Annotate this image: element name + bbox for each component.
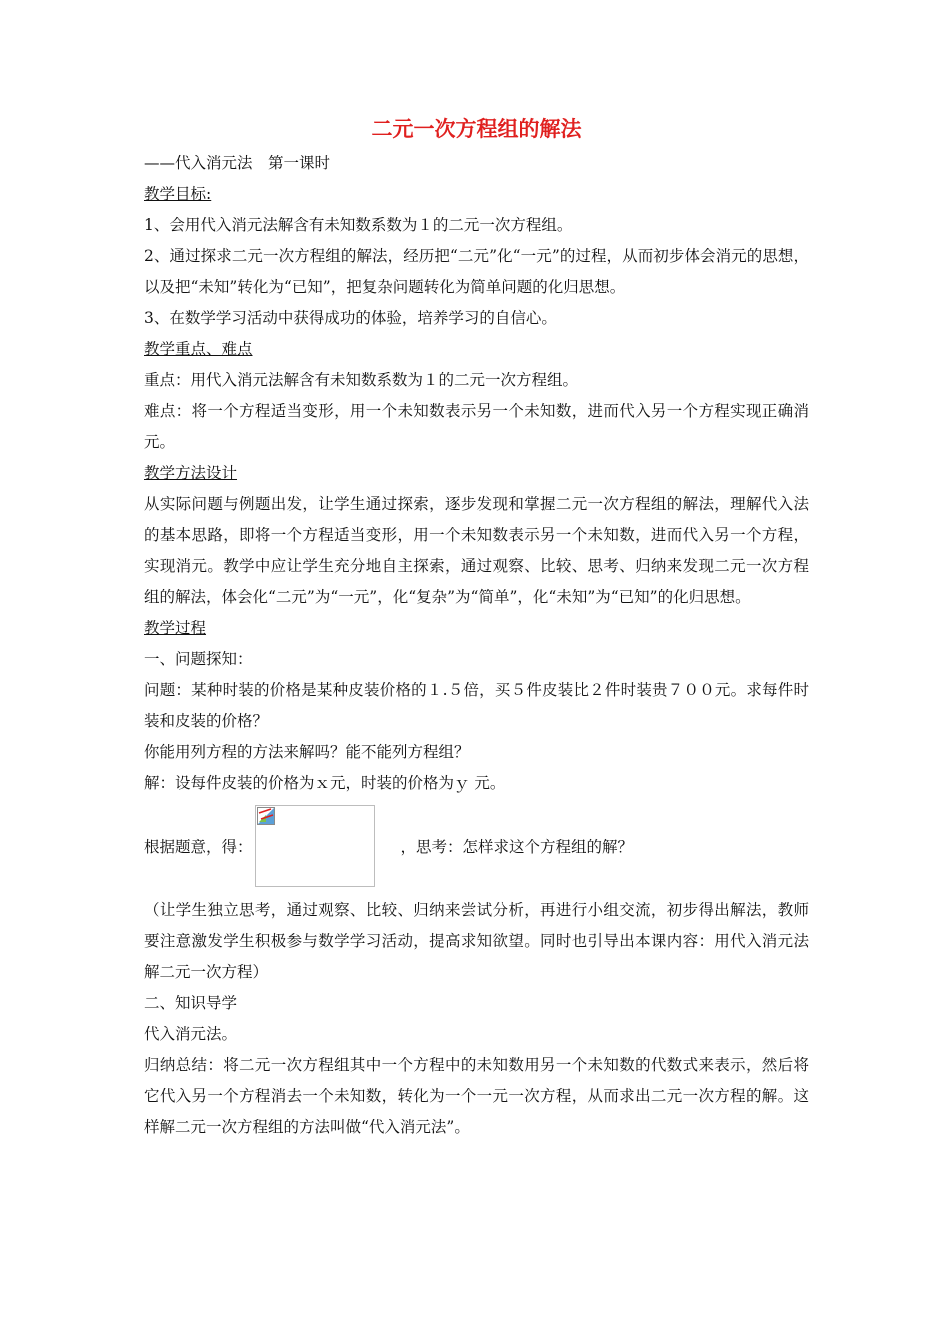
section-heading-1: 一、问题探知： xyxy=(144,650,253,668)
problem-text: 问题：某种时装的价格是某种皮装价格的１.５倍，买５件皮装比２件时装贵７００元。求每件时装和皮装的价格？ xyxy=(144,681,809,730)
method-name: 代入消元法。 xyxy=(144,1025,238,1043)
method-text: 从实际问题与例题出发，让学生通过探索，逐步发现和掌握二元一次方程组的解法，理解代入法的基本思路，即将一个方程适当变形，用一个未知数表示另一个未知数，进而代入另一个方程，实现消元。教学中应让学生充分地自主探索，通过观察、比较、思考、归纳来发现二元一次方程组的解法，体会化“二元”为“一元”，化“复杂”为“简单”，化“未知”为“已知”的化归思想。 xyxy=(144,495,809,606)
broken-image-icon xyxy=(257,807,275,825)
keypoints-heading: 教学重点、难点 xyxy=(144,340,253,358)
equation-followup: ，思考：怎样求这个方程组的解？ xyxy=(400,838,634,856)
method-heading: 教学方法设计 xyxy=(144,464,238,482)
goals-heading: 教学目标: xyxy=(144,185,212,203)
document-body xyxy=(144,112,809,1143)
teacher-note: （让学生独立思考，通过观察、比较、归纳来尝试分析，再进行小组交流，初步得出解法，教师要注意激发学生积极参与数学学习活动，提高求知欲望。同时也引导出本课内容：用代入消元法解二元一次方程） xyxy=(144,901,809,981)
summary-text: 归纳总结：将二元一次方程组其中一个方程中的未知数用另一个未知数的代数式来表示，然后将它代入另一个方程消去一个未知数，转化为一个一元一次方程，从而求出二元一次方程的解。这样解二元一次方程组的方法叫做“代入消元法”。 xyxy=(144,1056,809,1136)
process-heading: 教学过程 xyxy=(144,619,207,637)
goal-item: 3、在数学学习活动中获得成功的体验，培养学习的自信心。 xyxy=(144,309,557,327)
question-text: 你能用列方程的方法来解吗？能不能列方程组？ xyxy=(144,743,470,761)
solution-text: 解：设每件皮装的价格为ｘ元，时装的价格为ｙ 元。 xyxy=(144,774,506,792)
goal-item: 1、会用代入消元法解含有未知数系数为１的二元一次方程组。 xyxy=(144,216,573,234)
document-subtitle: ——代入消元法 第一课时 xyxy=(144,154,331,172)
keypoint-difficulty: 难点：将一个方程适当变形，用一个未知数表示另一个未知数，进而代入另一个方程实现正确消元。 xyxy=(144,402,809,451)
equation-label: 根据题意，得： xyxy=(144,838,253,856)
equation-row xyxy=(144,801,809,891)
equation-image-placeholder xyxy=(255,805,375,887)
keypoint-focus: 重点：用代入消元法解含有未知数系数为１的二元一次方程组。 xyxy=(144,371,579,389)
section-heading-2: 二、知识导学 xyxy=(144,994,238,1012)
document-title: 二元一次方程组的解法 xyxy=(371,116,582,141)
goal-item: 2、通过探求二元一次方程组的解法，经历把“二元”化“一元”的过程，从而初步体会消元的思想，以及把“未知”转化为“已知”，把复杂问题转化为简单问题的化归思想。 xyxy=(144,247,809,296)
